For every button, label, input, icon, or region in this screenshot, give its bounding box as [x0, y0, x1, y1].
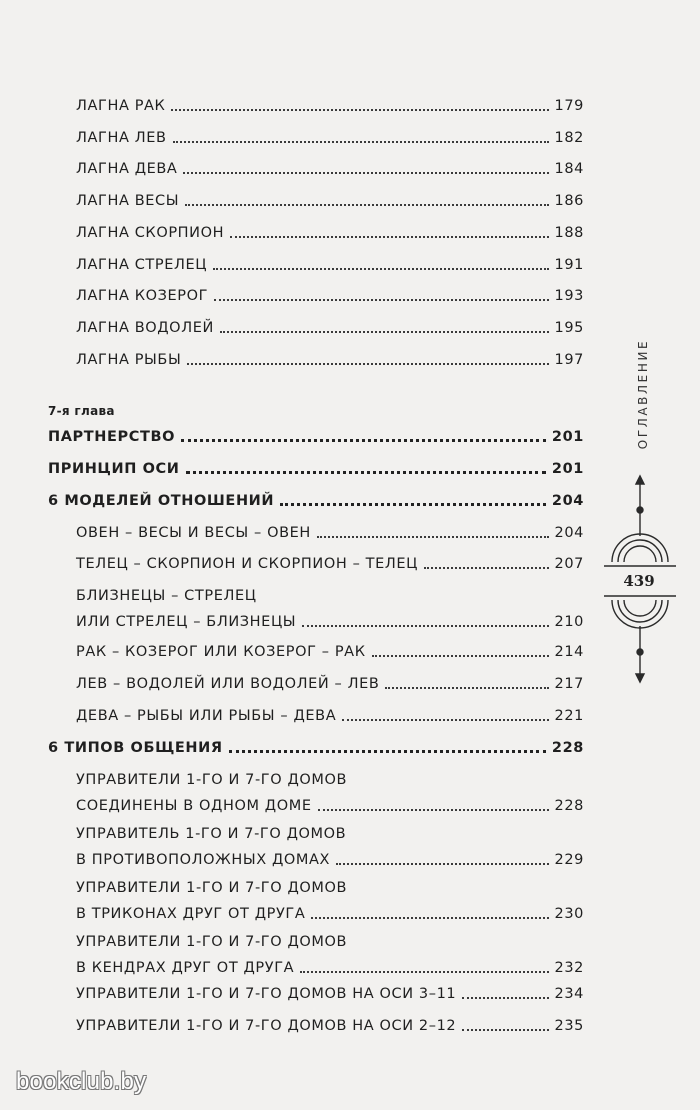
toc-entry [76, 770, 584, 816]
entry-page: 182 [554, 130, 584, 146]
section-label-text: ОГЛАВЛЕНИЕ [636, 338, 651, 450]
entry-title-line1: УПРАВИТЕЛЬ 1-ГО И 7-ГО ДОМОВ [76, 826, 347, 842]
entry-page: 230 [554, 906, 584, 922]
entry-page: 204 [551, 493, 584, 509]
page-number: 439 [623, 572, 655, 590]
toc-main-entry [48, 459, 584, 479]
entry-title: УПРАВИТЕЛИ 1-ГО И 7-ГО ДОМОВ НА ОСИ 2–12 [76, 1018, 457, 1034]
leader-dots [220, 331, 549, 333]
entry-title: ЛАГНА ЛЕВ [76, 130, 167, 146]
entry-page: 197 [554, 352, 584, 368]
entry-title-line2: СОЕДИНЕНЫ В ОДНОМ ДОМЕ [76, 798, 312, 814]
leader-dots [214, 299, 548, 301]
toc-entry [76, 674, 584, 694]
toc-entry [76, 878, 584, 924]
entry-page: 195 [554, 320, 584, 336]
leader-dots [280, 503, 546, 506]
section-label [629, 331, 657, 457]
entry-title: ЛАГНА РАК [76, 98, 166, 114]
toc-main-entry [48, 491, 584, 511]
entry-title: ЛАГНА ВЕСЫ [76, 193, 180, 209]
leader-dots [186, 471, 546, 474]
entry-page: 207 [554, 556, 584, 572]
leader-dots [317, 536, 549, 538]
leader-dots [173, 141, 549, 143]
leader-dots [185, 204, 548, 206]
watermark: bookclub.by [16, 1068, 147, 1095]
toc-entry [76, 984, 584, 1004]
entry-title-line2: В ПРОТИВОПОЛОЖНЫХ ДОМАХ [76, 852, 331, 868]
entry-title: ЛАГНА ВОДОЛЕЙ [76, 320, 214, 336]
leader-dots [300, 971, 548, 973]
entry-page: 201 [551, 429, 584, 445]
entry-page: 214 [554, 644, 584, 660]
toc-entry [76, 824, 584, 870]
leader-dots [385, 687, 548, 689]
entry-title: ЛЕВ – ВОДОЛЕЙ ИЛИ ВОДОЛЕЙ – ЛЕВ [76, 676, 380, 692]
entry-page: 210 [554, 614, 584, 630]
toc-main-entry [48, 738, 584, 758]
leader-dots [372, 655, 549, 657]
entry-page: 188 [554, 225, 584, 241]
entry-page: 232 [554, 960, 584, 976]
toc-entry [76, 223, 584, 243]
leader-dots [302, 625, 548, 627]
entry-title: 6 МОДЕЛЕЙ ОТНОШЕНИЙ [48, 493, 275, 509]
entry-page: 184 [554, 161, 584, 177]
entry-title-line2: В ТРИКОНАХ ДРУГ ОТ ДРУГА [76, 906, 306, 922]
chapter-label: 7-я глава [48, 404, 115, 418]
entry-title-line2: В КЕНДРАХ ДРУГ ОТ ДРУГА [76, 960, 295, 976]
toc-entry [76, 932, 584, 978]
entry-title: ДЕВА – РЫБЫ ИЛИ РЫБЫ – ДЕВА [76, 708, 337, 724]
entry-page: 228 [551, 740, 584, 756]
toc-entry [76, 642, 584, 662]
toc-entry [76, 159, 584, 179]
entry-page: 221 [554, 708, 584, 724]
leader-dots [171, 109, 548, 111]
toc-entry [76, 191, 584, 211]
leader-dots [213, 268, 548, 270]
toc-main-entry [48, 427, 584, 447]
entry-title: ЛАГНА КОЗЕРОГ [76, 288, 209, 304]
entry-page: 229 [554, 852, 584, 868]
toc-entry [76, 554, 584, 574]
leader-dots [336, 863, 548, 865]
toc-entry [76, 1016, 584, 1036]
toc-entry [76, 523, 584, 543]
entry-title: 6 ТИПОВ ОБЩЕНИЯ [48, 740, 223, 756]
toc-entry [76, 286, 584, 306]
toc-entry [76, 96, 584, 116]
leader-dots [311, 917, 548, 919]
entry-title-line1: УПРАВИТЕЛИ 1-ГО И 7-ГО ДОМОВ [76, 934, 348, 950]
leader-dots [342, 719, 548, 721]
entry-page: 204 [554, 525, 584, 541]
entry-title: ЛАГНА ДЕВА [76, 161, 178, 177]
toc-entry [76, 128, 584, 148]
entry-title: ЛАГНА СТРЕЛЕЦ [76, 257, 208, 273]
entry-title: УПРАВИТЕЛИ 1-ГО И 7-ГО ДОМОВ НА ОСИ 3–11 [76, 986, 457, 1002]
toc-entry [76, 255, 584, 275]
entry-title: ПРИНЦИП ОСИ [48, 461, 180, 477]
entry-page: 234 [554, 986, 584, 1002]
entry-page: 193 [554, 288, 584, 304]
leader-dots [183, 172, 548, 174]
leader-dots [424, 567, 549, 569]
entry-title-line1: УПРАВИТЕЛИ 1-ГО И 7-ГО ДОМОВ [76, 772, 348, 788]
leader-dots [187, 363, 548, 365]
leader-dots [230, 236, 548, 238]
entry-title-line1: УПРАВИТЕЛИ 1-ГО И 7-ГО ДОМОВ [76, 880, 348, 896]
entry-page: 201 [551, 461, 584, 477]
entry-page: 191 [554, 257, 584, 273]
entry-title: РАК – КОЗЕРОГ ИЛИ КОЗЕРОГ – РАК [76, 644, 366, 660]
entry-title: ЛАГНА РЫБЫ [76, 352, 182, 368]
entry-page: 235 [554, 1018, 584, 1034]
entry-title: ЛАГНА СКОРПИОН [76, 225, 225, 241]
leader-dots [462, 997, 548, 999]
entry-title: ТЕЛЕЦ – СКОРПИОН И СКОРПИОН – ТЕЛЕЦ [76, 556, 418, 572]
entry-page: 228 [554, 798, 584, 814]
leader-dots [318, 809, 549, 811]
entry-title: ПАРТНЕРСТВО [48, 429, 176, 445]
leader-dots [229, 750, 546, 753]
leader-dots [181, 439, 546, 442]
toc-entry [76, 706, 584, 726]
entry-page: 217 [554, 676, 584, 692]
entry-title-line2: ИЛИ СТРЕЛЕЦ – БЛИЗНЕЦЫ [76, 614, 297, 630]
leader-dots [462, 1029, 548, 1031]
toc-entry [76, 318, 584, 338]
toc-entry [76, 350, 584, 370]
entry-title-line1: БЛИЗНЕЦЫ – СТРЕЛЕЦ [76, 588, 257, 604]
entry-title: ОВЕН – ВЕСЫ И ВЕСЫ – ОВЕН [76, 525, 311, 541]
toc-entry [76, 586, 584, 632]
entry-page: 186 [554, 193, 584, 209]
entry-page: 179 [554, 98, 584, 114]
